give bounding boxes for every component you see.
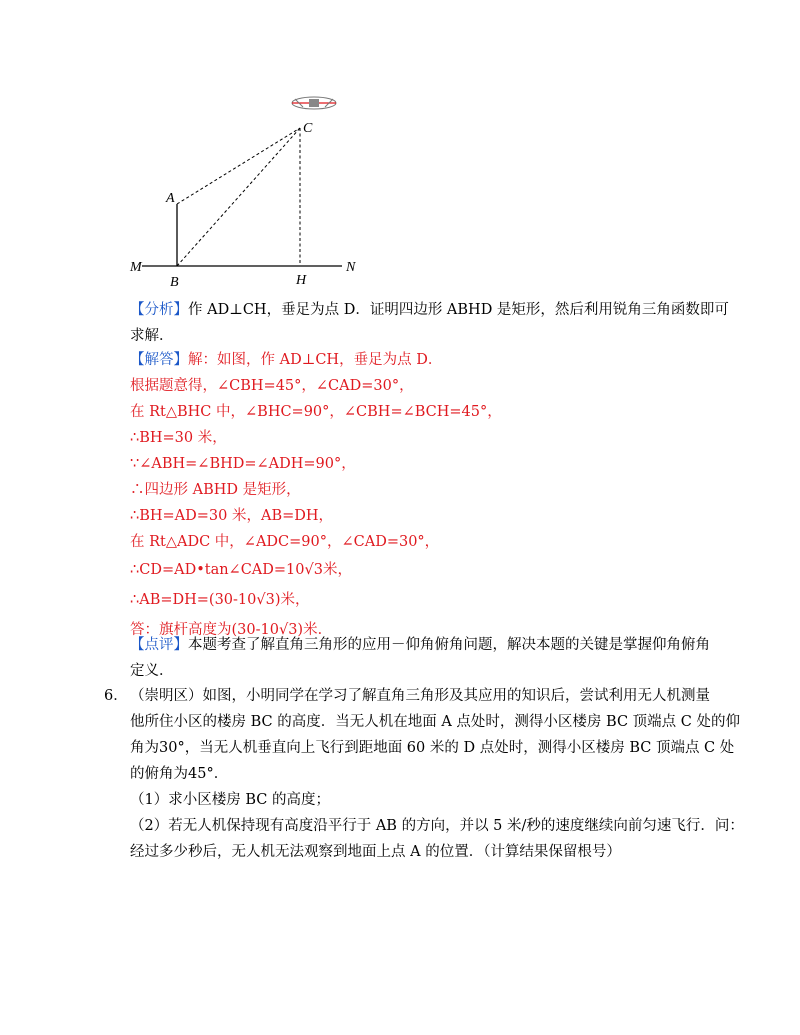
- geometry-figure: [120, 88, 380, 298]
- solution-line-9: ∴AB=DH=(30-10√3)米，: [130, 592, 310, 608]
- review-tag: 【点评】: [130, 637, 188, 653]
- subquestion-2-line-1: （2）若无人机保持现有高度沿平行于 AB 的方向，并以 5 米/秒的速度继续向前匀速飞行．问：: [130, 818, 744, 834]
- problem-line-3: 的俯角为45°．: [130, 766, 229, 782]
- problem-line-0: （崇明区）如图，小明同学在学习了解直角三角形及其应用的知识后，尝试利用无人机测量: [130, 688, 710, 704]
- solution-section: [130, 347, 700, 645]
- solution-line-10: 答：旗杆高度为(30-10√3)米．: [130, 622, 333, 638]
- solution-line-2: 在 Rt△BHC 中，∠BHC=90°，∠CBH=∠BCH=45°，: [130, 404, 502, 420]
- analysis-line-2: 求解．: [130, 328, 174, 344]
- review-line-2: 定义．: [130, 663, 174, 679]
- label-a: A: [166, 191, 175, 206]
- problem-number: 6．: [104, 688, 128, 704]
- review-section: [130, 632, 710, 684]
- subquestion-1: （1）求小区楼房 BC 的高度；: [130, 792, 330, 808]
- solution-line-8: ∴CD=AD•tan∠CAD=10√3米，: [130, 562, 352, 578]
- dashed-ac: [177, 128, 300, 204]
- subquestion-2-line-2: 经过多少秒后，无人机无法观察到地面上点 A 的位置．（计算结果保留根号）: [130, 844, 621, 860]
- solution-line-6: ∴BH=AD=30 米，AB=DH，: [130, 508, 334, 524]
- solution-line-4: ∵∠ABH=∠BHD=∠ADH=90°，: [130, 456, 356, 472]
- label-h: H: [296, 273, 307, 288]
- solution-tag: 【解答】: [130, 352, 188, 368]
- problem-6: [130, 683, 744, 865]
- label-n: N: [346, 260, 356, 275]
- problem-line-2: 角为30°，当无人机垂直向上飞行到距地面 60 米的 D 点处时，测得小区楼房 BC 顶端点 C 处: [130, 740, 735, 756]
- label-m: M: [130, 260, 142, 275]
- review-line-1: 本题考查了解直角三角形的应用－仰角俯角问题，解决本题的关键是掌握仰角俯角: [188, 637, 710, 653]
- problem-line-1: 他所住小区的楼房 BC 的高度．当无人机在地面 A 点处时，测得小区楼房 BC 顶端点 C 处的仰: [130, 714, 740, 730]
- analysis-section: [130, 297, 729, 349]
- label-b: B: [170, 275, 179, 290]
- analysis-tag: 【分析】: [130, 302, 188, 318]
- solution-line-0: 解：如图，作 AD⊥CH，垂足为点 D．: [188, 352, 443, 368]
- drone-icon: [292, 97, 336, 109]
- label-c: C: [303, 121, 313, 136]
- dashed-bc: [177, 128, 300, 266]
- solution-line-3: ∴BH=30 米，: [130, 430, 227, 446]
- solution-line-1: 根据题意得，∠CBH=45°，∠CAD=30°，: [130, 378, 414, 394]
- solution-line-7: 在 Rt△ADC 中，∠ADC=90°，∠CAD=30°，: [130, 534, 440, 550]
- analysis-line-1: 作 AD⊥CH，垂足为点 D．证明四边形 ABHD 是矩形，然后利用锐角三角函数即可: [188, 302, 729, 318]
- solution-line-5: ∴四边形 ABHD 是矩形，: [130, 482, 301, 498]
